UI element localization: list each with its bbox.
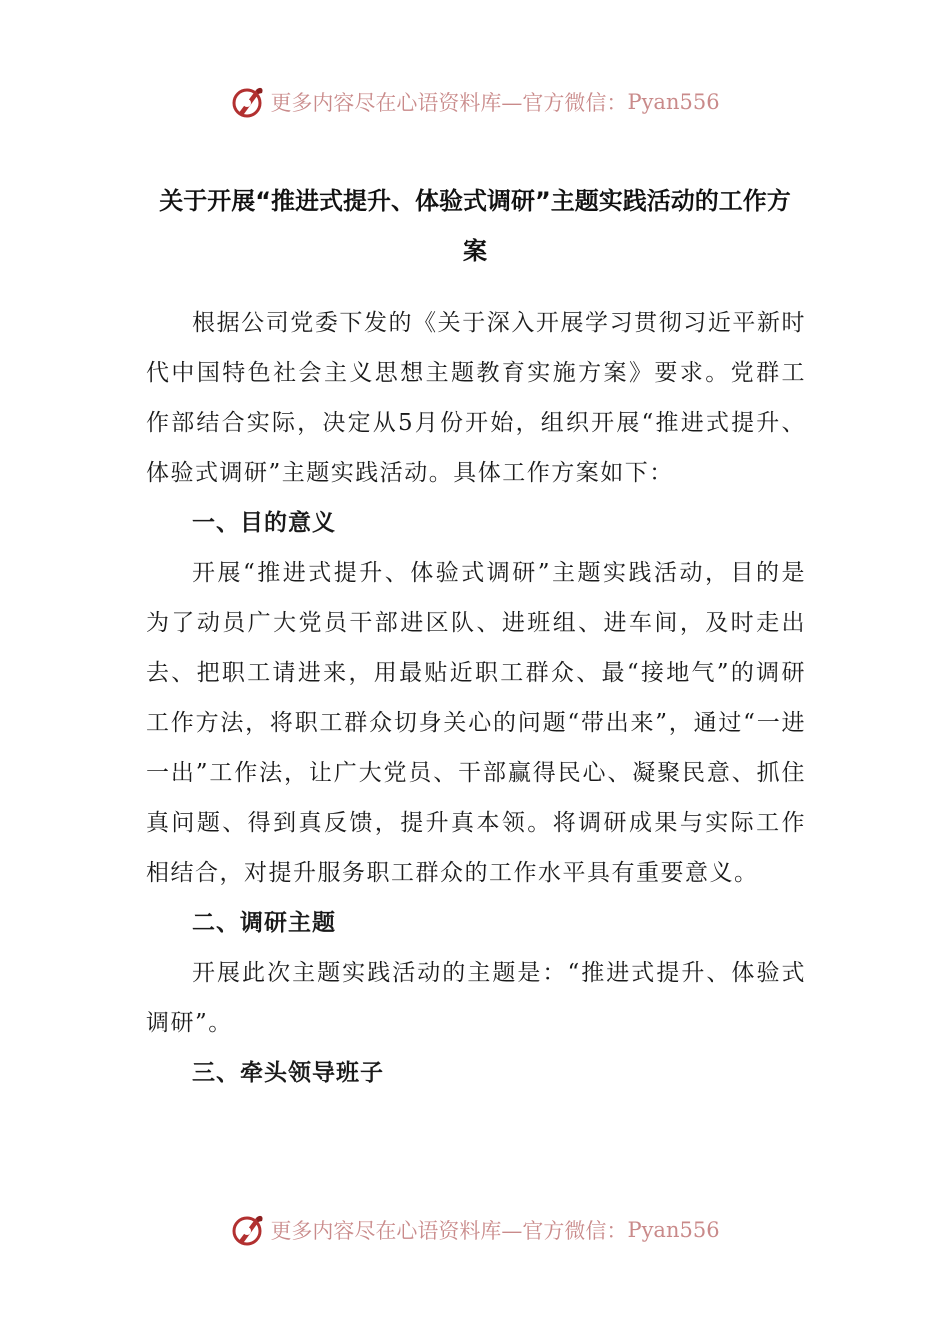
watermark-text: 更多内容尽在心语资料库—官方微信： <box>270 91 628 115</box>
watermark-content <box>230 84 719 120</box>
section-heading-purpose: 一、目的意义 <box>192 510 336 536</box>
watermark-banner-bottom <box>0 1208 950 1252</box>
document-title: 关于开展“推进式提升、体验式调研”主题实践活动的工作方案 <box>159 187 791 265</box>
section-body-theme: 开展此次主题实践活动的主题是：“推进式提升、体验式调研”。 <box>146 960 806 1036</box>
watermark-banner-top <box>0 80 950 124</box>
section-body-purpose: 开展“推进式提升、体验式调研”主题实践活动，目的是为了动员广大党员干部进区队、进班组、进车间，及时走出去、把职工请进来，用最贴近职工群众、最“接地气”的调研工作方法，将职工群众切身关心的问题“带出来”，通过“一进一出”工作法，让广大党员、干部赢得民心、凝聚民意、抓住真问题、得到真反馈，提升真本领。将调研成果与实际工作相结合，对提升服务职工群众的工作水平具有重要意义。 <box>146 560 806 886</box>
section-heading-theme: 二、调研主题 <box>192 910 336 936</box>
watermark-content <box>230 1212 719 1248</box>
document-body <box>146 298 806 1098</box>
watermark-text: 更多内容尽在心语资料库—官方微信： <box>270 1219 628 1243</box>
watermark-wechat-id: Pyan556 <box>627 1218 720 1242</box>
watermark-wechat-id: Pyan556 <box>627 90 720 114</box>
intro-paragraph: 根据公司党委下发的《关于深入开展学习贯彻习近平新时代中国特色社会主义思想主题教育实施方案》要求。党群工作部结合实际，决定从5月份开始，组织开展“推进式提升、体验式调研”主题实践活动。具体工作方案如下： <box>146 310 806 486</box>
quill-pen-circle-icon <box>230 84 266 120</box>
section-heading-leadership: 三、牵头领导班子 <box>192 1060 384 1086</box>
quill-pen-circle-icon <box>230 1212 266 1248</box>
